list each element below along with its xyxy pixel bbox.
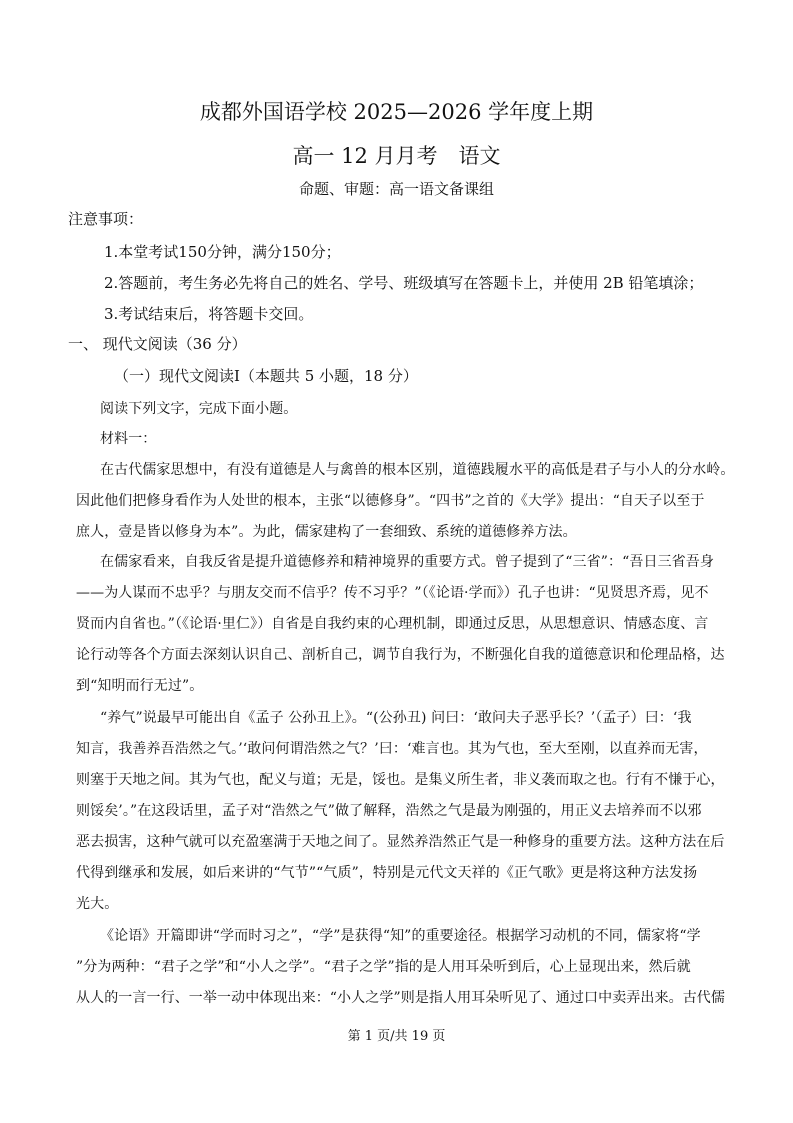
- passage-line: 贤而内自省也。”（《论语·里仁》）自省是自我约束的心理机制，即通过反思，从思想意识、情感态度、言: [76, 616, 709, 632]
- sub-section-heading: （一）现代文阅读Ⅰ（本题共 5 小题，18 分）: [114, 367, 418, 385]
- passage-line: 《论语》开篇即讲“学而时习之”，“学”是获得“知”的重要途径。根据学习动机的不同，儒家将“学: [100, 928, 701, 944]
- notice-item: 2.答题前，考生务必先将自己的姓名、学号、班级填写在答题卡上，并使用 2B 铅笔填涂；: [104, 274, 704, 292]
- passage-line: 庶人，壹是皆以修身为本”。为此，儒家建构了一套细致、系统的道德修养方法。: [76, 524, 577, 540]
- notice-item: 3.考试结束后，将答题卡交回。: [104, 305, 314, 323]
- material-label: 材料一：: [100, 431, 157, 447]
- passage-line: 代得到继承和发展，如后来讲的“气节”“气质”，特别是元代文天祥的《正气歌》更是将这种方法发扬: [76, 865, 698, 881]
- exam-title: 成都外国语学校 2025—2026 学年度上期: [199, 100, 594, 124]
- passage-line: ”分为两种：“君子之学”和“小人之学”。“君子之学”指的是人用耳朵听到后，心上显现出来，然后就: [76, 959, 691, 975]
- passage-line: 到“知明而行无过”。: [76, 678, 204, 694]
- passage-line: 则塞于天地之间。其为气也，配义与道；无是，馁也。是集义所生者，非义袭而取之也。行有不慊于心，: [76, 772, 725, 788]
- exam-subtitle: 高一 12 月月考 语文: [292, 144, 501, 168]
- passage-line: 光大。: [76, 896, 119, 912]
- passage-line: “养气”说最早可能出自《孟子 公孙丑上》。“(公孙丑) 问曰：‘敢问夫子恶乎长？’（孟子）曰：‘我: [100, 710, 692, 726]
- passage-line: 因此他们把修身看作为人处世的根本，主张“以德修身”。“四书”之首的《大学》提出：“自天子以至于: [76, 493, 705, 509]
- page-footer: 第 1 页/共 19 页: [347, 1029, 446, 1044]
- passage-line: 论行动等各个方面去深刻认识自己、剖析自己，调节自我行为，不断强化自我的道德意识和伦理品格，达: [76, 647, 725, 663]
- passage-line: 在古代儒家思想中，有没有道德是人与禽兽的根本区别，道德践履水平的高低是君子与小人的分水岭。: [100, 462, 735, 478]
- section-heading: 一、 现代文阅读（36 分）: [68, 335, 247, 353]
- exam-credits: 命题、审题：高一语文备课组: [298, 180, 494, 198]
- passage-line: 恶去损害，这种气就可以充盈塞满于天地之间了。显然养浩然正气是一种修身的重要方法。这种方法在后: [76, 834, 725, 850]
- passage-line: 知言，我善养吾浩然之气。’‘敢问何谓浩然之气？’曰：‘难言也。其为气也，至大至刚，以直养而无害，: [76, 741, 708, 757]
- notice-item: 1.本堂考试150分钟，满分150分；: [104, 243, 341, 261]
- passage-line: 从人的一言一行、一举一动中体现出来：“小人之学”则是指人用耳朵听见了、通过口中卖弄出来。古代儒: [76, 990, 726, 1006]
- passage-line: ——为人谋而不忠乎？与朋友交而不信乎？传不习乎？”（《论语·学而》）孔子也讲：“见贤思齐焉，见不: [76, 585, 709, 601]
- reading-instruction: 阅读下列文字，完成下面小题。: [100, 401, 298, 417]
- passage-line: 在儒家看来，自我反省是提升道德修养和精神境界的重要方式。曾子提到了“三省”：“吾日三省吾身: [100, 554, 714, 570]
- notice-heading: 注意事项：: [68, 210, 144, 228]
- passage-line: 则馁矣’。”在这段话里，孟子对“浩然之气”做了解释，浩然之气是最为刚强的，用正义去培养而不以邪: [76, 803, 702, 819]
